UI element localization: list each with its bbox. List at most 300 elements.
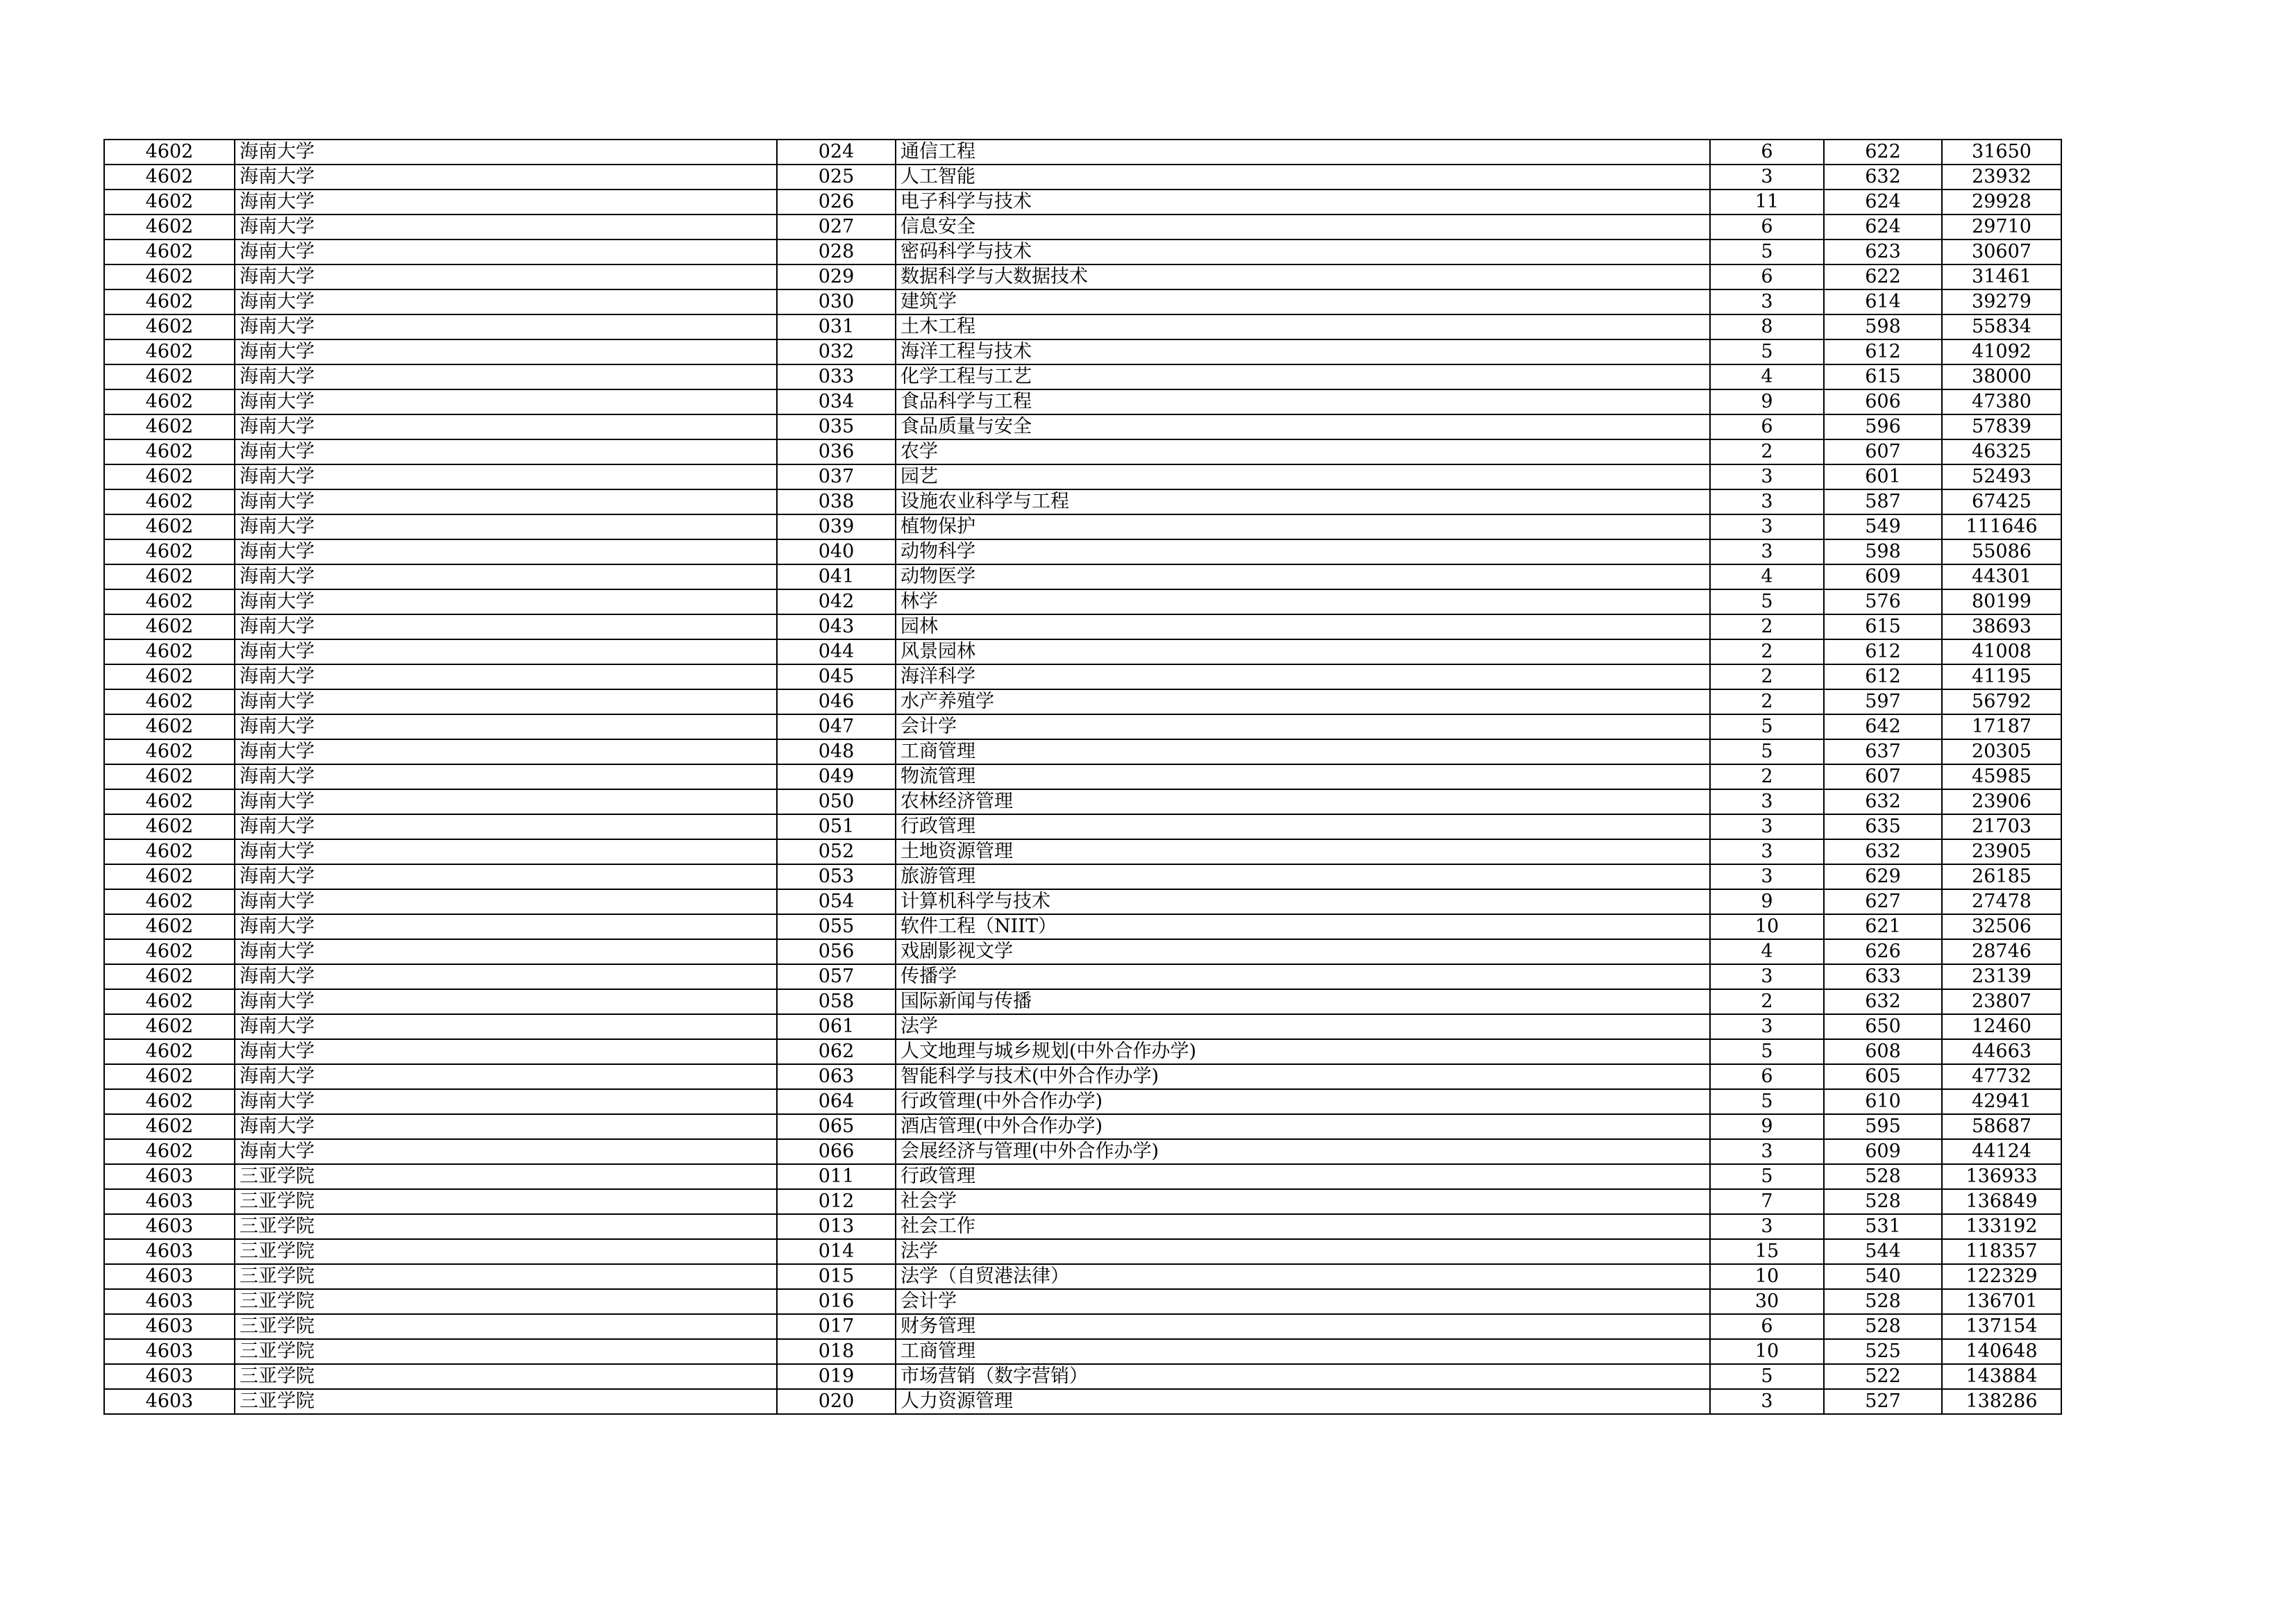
min-rank-cell: 57839 [1942, 414, 2061, 439]
school-name-cell: 三亚学院 [235, 1239, 777, 1264]
min-score-cell: 622 [1824, 140, 1942, 165]
min-score-cell: 627 [1824, 889, 1942, 914]
table-row [104, 1014, 2061, 1039]
min-rank-cell: 140648 [1942, 1339, 2061, 1364]
major-code-cell: 053 [777, 864, 896, 889]
plan-count-cell: 6 [1710, 1314, 1824, 1339]
school-code-cell: 4602 [104, 839, 235, 864]
major-code-cell: 052 [777, 839, 896, 864]
major-code-cell: 057 [777, 964, 896, 989]
major-name-cell: 密码科学与技术 [896, 239, 1710, 264]
table-row [104, 539, 2061, 564]
min-rank-cell: 38000 [1942, 364, 2061, 389]
major-name-cell: 软件工程（NIIT） [896, 914, 1710, 939]
plan-count-cell: 3 [1710, 289, 1824, 314]
min-rank-cell: 23905 [1942, 839, 2061, 864]
major-name-cell: 农学 [896, 439, 1710, 464]
school-code-cell: 4602 [104, 1114, 235, 1139]
major-name-cell: 行政管理(中外合作办学) [896, 1089, 1710, 1114]
min-score-cell: 596 [1824, 414, 1942, 439]
major-code-cell: 063 [777, 1064, 896, 1089]
major-name-cell: 会展经济与管理(中外合作办学) [896, 1139, 1710, 1164]
plan-count-cell: 6 [1710, 140, 1824, 165]
min-rank-cell: 31461 [1942, 264, 2061, 289]
table-row [104, 1064, 2061, 1089]
school-code-cell: 4602 [104, 789, 235, 814]
min-score-cell: 642 [1824, 714, 1942, 739]
min-rank-cell: 38693 [1942, 614, 2061, 639]
plan-count-cell: 2 [1710, 614, 1824, 639]
major-name-cell: 酒店管理(中外合作办学) [896, 1114, 1710, 1139]
major-code-cell: 019 [777, 1364, 896, 1389]
min-rank-cell: 133192 [1942, 1214, 2061, 1239]
school-code-cell: 4602 [104, 414, 235, 439]
major-code-cell: 047 [777, 714, 896, 739]
min-score-cell: 605 [1824, 1064, 1942, 1089]
table-row [104, 1189, 2061, 1214]
school-code-cell: 4602 [104, 989, 235, 1014]
min-rank-cell: 56792 [1942, 689, 2061, 714]
major-code-cell: 032 [777, 339, 896, 364]
min-rank-cell: 23139 [1942, 964, 2061, 989]
table-row [104, 1214, 2061, 1239]
major-name-cell: 传播学 [896, 964, 1710, 989]
school-name-cell: 海南大学 [235, 314, 777, 339]
major-code-cell: 045 [777, 664, 896, 689]
school-name-cell: 海南大学 [235, 739, 777, 764]
major-name-cell: 动物科学 [896, 539, 1710, 564]
min-score-cell: 612 [1824, 664, 1942, 689]
table-row [104, 389, 2061, 414]
major-name-cell: 智能科学与技术(中外合作办学) [896, 1064, 1710, 1089]
plan-count-cell: 5 [1710, 589, 1824, 614]
min-score-cell: 528 [1824, 1289, 1942, 1314]
major-name-cell: 园艺 [896, 464, 1710, 489]
plan-count-cell: 3 [1710, 964, 1824, 989]
major-code-cell: 048 [777, 739, 896, 764]
min-score-cell: 527 [1824, 1389, 1942, 1414]
min-rank-cell: 111646 [1942, 514, 2061, 539]
school-name-cell: 三亚学院 [235, 1389, 777, 1414]
major-name-cell: 社会工作 [896, 1214, 1710, 1239]
min-score-cell: 623 [1824, 239, 1942, 264]
min-rank-cell: 41195 [1942, 664, 2061, 689]
school-name-cell: 海南大学 [235, 1089, 777, 1114]
major-code-cell: 014 [777, 1239, 896, 1264]
major-code-cell: 038 [777, 489, 896, 514]
major-name-cell: 食品质量与安全 [896, 414, 1710, 439]
min-score-cell: 650 [1824, 1014, 1942, 1039]
school-name-cell: 海南大学 [235, 889, 777, 914]
school-code-cell: 4602 [104, 339, 235, 364]
school-code-cell: 4602 [104, 464, 235, 489]
table-row [104, 614, 2061, 639]
school-code-cell: 4602 [104, 739, 235, 764]
school-code-cell: 4602 [104, 190, 235, 215]
major-code-cell: 015 [777, 1264, 896, 1289]
table-row [104, 1289, 2061, 1314]
min-rank-cell: 52493 [1942, 464, 2061, 489]
major-code-cell: 030 [777, 289, 896, 314]
min-rank-cell: 30607 [1942, 239, 2061, 264]
min-score-cell: 528 [1824, 1164, 1942, 1189]
min-score-cell: 609 [1824, 1139, 1942, 1164]
table-row [104, 1364, 2061, 1389]
major-name-cell: 财务管理 [896, 1314, 1710, 1339]
table-row [104, 514, 2061, 539]
major-name-cell: 通信工程 [896, 140, 1710, 165]
min-rank-cell: 39279 [1942, 289, 2061, 314]
table-row [104, 764, 2061, 789]
school-code-cell: 4602 [104, 939, 235, 964]
school-name-cell: 海南大学 [235, 639, 777, 664]
major-code-cell: 054 [777, 889, 896, 914]
table-row [104, 639, 2061, 664]
min-rank-cell: 55834 [1942, 314, 2061, 339]
table-row [104, 264, 2061, 289]
plan-count-cell: 2 [1710, 689, 1824, 714]
school-name-cell: 海南大学 [235, 190, 777, 215]
major-name-cell: 园林 [896, 614, 1710, 639]
major-code-cell: 049 [777, 764, 896, 789]
major-code-cell: 012 [777, 1189, 896, 1214]
min-score-cell: 612 [1824, 639, 1942, 664]
min-rank-cell: 55086 [1942, 539, 2061, 564]
major-code-cell: 051 [777, 814, 896, 839]
plan-count-cell: 3 [1710, 165, 1824, 190]
school-name-cell: 海南大学 [235, 564, 777, 589]
school-name-cell: 海南大学 [235, 514, 777, 539]
school-name-cell: 海南大学 [235, 489, 777, 514]
school-code-cell: 4602 [104, 239, 235, 264]
school-name-cell: 三亚学院 [235, 1164, 777, 1189]
major-name-cell: 国际新闻与传播 [896, 989, 1710, 1014]
min-rank-cell: 80199 [1942, 589, 2061, 614]
school-name-cell: 海南大学 [235, 1039, 777, 1064]
school-code-cell: 4602 [104, 1014, 235, 1039]
min-score-cell: 612 [1824, 339, 1942, 364]
min-score-cell: 607 [1824, 764, 1942, 789]
table-row [104, 914, 2061, 939]
min-rank-cell: 138286 [1942, 1389, 2061, 1414]
school-name-cell: 三亚学院 [235, 1189, 777, 1214]
plan-count-cell: 30 [1710, 1289, 1824, 1314]
min-score-cell: 598 [1824, 539, 1942, 564]
major-name-cell: 风景园林 [896, 639, 1710, 664]
table-row [104, 989, 2061, 1014]
plan-count-cell: 5 [1710, 739, 1824, 764]
major-code-cell: 065 [777, 1114, 896, 1139]
min-rank-cell: 136933 [1942, 1164, 2061, 1189]
school-code-cell: 4602 [104, 389, 235, 414]
plan-count-cell: 3 [1710, 789, 1824, 814]
major-code-cell: 011 [777, 1164, 896, 1189]
min-score-cell: 624 [1824, 190, 1942, 215]
school-code-cell: 4602 [104, 489, 235, 514]
table-body [104, 140, 2061, 1414]
major-code-cell: 035 [777, 414, 896, 439]
major-code-cell: 027 [777, 215, 896, 239]
table-row [104, 1114, 2061, 1139]
table-row [104, 190, 2061, 215]
admission-score-table [103, 139, 2062, 1415]
major-code-cell: 044 [777, 639, 896, 664]
plan-count-cell: 5 [1710, 1039, 1824, 1064]
major-code-cell: 062 [777, 1039, 896, 1064]
plan-count-cell: 5 [1710, 1364, 1824, 1389]
min-score-cell: 632 [1824, 839, 1942, 864]
plan-count-cell: 6 [1710, 414, 1824, 439]
min-score-cell: 622 [1824, 264, 1942, 289]
plan-count-cell: 8 [1710, 314, 1824, 339]
school-name-cell: 海南大学 [235, 964, 777, 989]
major-code-cell: 017 [777, 1314, 896, 1339]
plan-count-cell: 2 [1710, 664, 1824, 689]
major-code-cell: 026 [777, 190, 896, 215]
major-code-cell: 055 [777, 914, 896, 939]
major-name-cell: 设施农业科学与工程 [896, 489, 1710, 514]
min-rank-cell: 23932 [1942, 165, 2061, 190]
major-code-cell: 061 [777, 1014, 896, 1039]
major-name-cell: 会计学 [896, 1289, 1710, 1314]
min-rank-cell: 44301 [1942, 564, 2061, 589]
major-name-cell: 水产养殖学 [896, 689, 1710, 714]
min-score-cell: 609 [1824, 564, 1942, 589]
plan-count-cell: 4 [1710, 564, 1824, 589]
major-name-cell: 信息安全 [896, 215, 1710, 239]
min-score-cell: 621 [1824, 914, 1942, 939]
school-name-cell: 海南大学 [235, 439, 777, 464]
table-row [104, 814, 2061, 839]
school-name-cell: 三亚学院 [235, 1364, 777, 1389]
plan-count-cell: 3 [1710, 1014, 1824, 1039]
min-rank-cell: 44124 [1942, 1139, 2061, 1164]
major-code-cell: 058 [777, 989, 896, 1014]
major-name-cell: 海洋科学 [896, 664, 1710, 689]
major-code-cell: 042 [777, 589, 896, 614]
plan-count-cell: 10 [1710, 914, 1824, 939]
major-name-cell: 海洋工程与技术 [896, 339, 1710, 364]
major-code-cell: 016 [777, 1289, 896, 1314]
school-name-cell: 海南大学 [235, 589, 777, 614]
table-row [104, 589, 2061, 614]
min-score-cell: 608 [1824, 1039, 1942, 1064]
min-rank-cell: 47380 [1942, 389, 2061, 414]
min-score-cell: 610 [1824, 1089, 1942, 1114]
min-score-cell: 615 [1824, 364, 1942, 389]
min-rank-cell: 47732 [1942, 1064, 2061, 1089]
major-code-cell: 064 [777, 1089, 896, 1114]
min-score-cell: 632 [1824, 789, 1942, 814]
school-code-cell: 4602 [104, 564, 235, 589]
min-score-cell: 629 [1824, 864, 1942, 889]
min-rank-cell: 42941 [1942, 1089, 2061, 1114]
table-row [104, 289, 2061, 314]
school-code-cell: 4603 [104, 1289, 235, 1314]
major-code-cell: 036 [777, 439, 896, 464]
min-rank-cell: 27478 [1942, 889, 2061, 914]
school-name-cell: 海南大学 [235, 140, 777, 165]
school-code-cell: 4602 [104, 889, 235, 914]
school-name-cell: 三亚学院 [235, 1339, 777, 1364]
table-row [104, 1314, 2061, 1339]
plan-count-cell: 5 [1710, 1089, 1824, 1114]
school-name-cell: 三亚学院 [235, 1289, 777, 1314]
school-code-cell: 4602 [104, 1089, 235, 1114]
school-code-cell: 4602 [104, 639, 235, 664]
plan-count-cell: 9 [1710, 389, 1824, 414]
min-rank-cell: 32506 [1942, 914, 2061, 939]
min-score-cell: 637 [1824, 739, 1942, 764]
school-name-cell: 海南大学 [235, 414, 777, 439]
min-rank-cell: 137154 [1942, 1314, 2061, 1339]
school-name-cell: 海南大学 [235, 714, 777, 739]
min-rank-cell: 28746 [1942, 939, 2061, 964]
min-score-cell: 528 [1824, 1189, 1942, 1214]
plan-count-cell: 3 [1710, 464, 1824, 489]
major-name-cell: 人文地理与城乡规划(中外合作办学) [896, 1039, 1710, 1064]
min-score-cell: 531 [1824, 1214, 1942, 1239]
major-name-cell: 建筑学 [896, 289, 1710, 314]
school-name-cell: 三亚学院 [235, 1264, 777, 1289]
min-score-cell: 540 [1824, 1264, 1942, 1289]
table-row [104, 664, 2061, 689]
major-name-cell: 电子科学与技术 [896, 190, 1710, 215]
table-row [104, 739, 2061, 764]
table-row [104, 1164, 2061, 1189]
min-rank-cell: 29928 [1942, 190, 2061, 215]
min-rank-cell: 21703 [1942, 814, 2061, 839]
school-code-cell: 4602 [104, 364, 235, 389]
min-score-cell: 626 [1824, 939, 1942, 964]
school-code-cell: 4602 [104, 589, 235, 614]
min-score-cell: 615 [1824, 614, 1942, 639]
major-name-cell: 行政管理 [896, 814, 1710, 839]
min-rank-cell: 20305 [1942, 739, 2061, 764]
school-name-cell: 海南大学 [235, 864, 777, 889]
plan-count-cell: 3 [1710, 489, 1824, 514]
plan-count-cell: 3 [1710, 839, 1824, 864]
school-name-cell: 海南大学 [235, 614, 777, 639]
plan-count-cell: 3 [1710, 1389, 1824, 1414]
plan-count-cell: 3 [1710, 814, 1824, 839]
school-name-cell: 海南大学 [235, 939, 777, 964]
school-code-cell: 4603 [104, 1214, 235, 1239]
school-code-cell: 4602 [104, 439, 235, 464]
school-code-cell: 4603 [104, 1164, 235, 1189]
school-code-cell: 4602 [104, 539, 235, 564]
school-name-cell: 海南大学 [235, 389, 777, 414]
table-row [104, 215, 2061, 239]
major-code-cell: 013 [777, 1214, 896, 1239]
school-name-cell: 海南大学 [235, 1139, 777, 1164]
plan-count-cell: 6 [1710, 1064, 1824, 1089]
major-code-cell: 020 [777, 1389, 896, 1414]
school-name-cell: 海南大学 [235, 689, 777, 714]
major-name-cell: 数据科学与大数据技术 [896, 264, 1710, 289]
major-code-cell: 039 [777, 514, 896, 539]
plan-count-cell: 6 [1710, 264, 1824, 289]
major-name-cell: 法学 [896, 1239, 1710, 1264]
school-name-cell: 海南大学 [235, 664, 777, 689]
table-row [104, 165, 2061, 190]
school-code-cell: 4603 [104, 1189, 235, 1214]
min-score-cell: 601 [1824, 464, 1942, 489]
school-code-cell: 4602 [104, 1064, 235, 1089]
school-code-cell: 4602 [104, 140, 235, 165]
major-code-cell: 031 [777, 314, 896, 339]
school-name-cell: 三亚学院 [235, 1314, 777, 1339]
major-code-cell: 018 [777, 1339, 896, 1364]
min-rank-cell: 17187 [1942, 714, 2061, 739]
school-code-cell: 4602 [104, 1039, 235, 1064]
school-name-cell: 海南大学 [235, 914, 777, 939]
major-name-cell: 土地资源管理 [896, 839, 1710, 864]
school-name-cell: 海南大学 [235, 264, 777, 289]
min-score-cell: 528 [1824, 1314, 1942, 1339]
major-name-cell: 市场营销（数字营销） [896, 1364, 1710, 1389]
min-rank-cell: 26185 [1942, 864, 2061, 889]
school-name-cell: 海南大学 [235, 1064, 777, 1089]
plan-count-cell: 5 [1710, 339, 1824, 364]
table-row [104, 1089, 2061, 1114]
table-row [104, 239, 2061, 264]
school-code-cell: 4602 [104, 314, 235, 339]
school-name-cell: 海南大学 [235, 165, 777, 190]
major-code-cell: 029 [777, 264, 896, 289]
min-rank-cell: 41008 [1942, 639, 2061, 664]
table-row [104, 314, 2061, 339]
table-row [104, 414, 2061, 439]
table-row [104, 714, 2061, 739]
table-row [104, 864, 2061, 889]
major-name-cell: 林学 [896, 589, 1710, 614]
school-name-cell: 海南大学 [235, 1114, 777, 1139]
plan-count-cell: 2 [1710, 639, 1824, 664]
major-name-cell: 工商管理 [896, 739, 1710, 764]
table-row [104, 889, 2061, 914]
school-code-cell: 4602 [104, 714, 235, 739]
table-row [104, 1139, 2061, 1164]
table-row [104, 839, 2061, 864]
school-name-cell: 海南大学 [235, 1014, 777, 1039]
min-rank-cell: 143884 [1942, 1364, 2061, 1389]
major-name-cell: 戏剧影视文学 [896, 939, 1710, 964]
school-name-cell: 三亚学院 [235, 1214, 777, 1239]
min-score-cell: 635 [1824, 814, 1942, 839]
major-name-cell: 旅游管理 [896, 864, 1710, 889]
major-code-cell: 041 [777, 564, 896, 589]
school-code-cell: 4602 [104, 215, 235, 239]
school-name-cell: 海南大学 [235, 339, 777, 364]
table-row [104, 339, 2061, 364]
plan-count-cell: 2 [1710, 439, 1824, 464]
min-rank-cell: 23807 [1942, 989, 2061, 1014]
plan-count-cell: 11 [1710, 190, 1824, 215]
school-code-cell: 4603 [104, 1314, 235, 1339]
major-name-cell: 动物医学 [896, 564, 1710, 589]
school-name-cell: 海南大学 [235, 989, 777, 1014]
school-code-cell: 4602 [104, 814, 235, 839]
school-code-cell: 4602 [104, 689, 235, 714]
table-row [104, 1389, 2061, 1414]
major-name-cell: 法学（自贸港法律） [896, 1264, 1710, 1289]
school-name-cell: 海南大学 [235, 539, 777, 564]
plan-count-cell: 3 [1710, 864, 1824, 889]
school-code-cell: 4603 [104, 1389, 235, 1414]
plan-count-cell: 6 [1710, 215, 1824, 239]
major-code-cell: 024 [777, 140, 896, 165]
